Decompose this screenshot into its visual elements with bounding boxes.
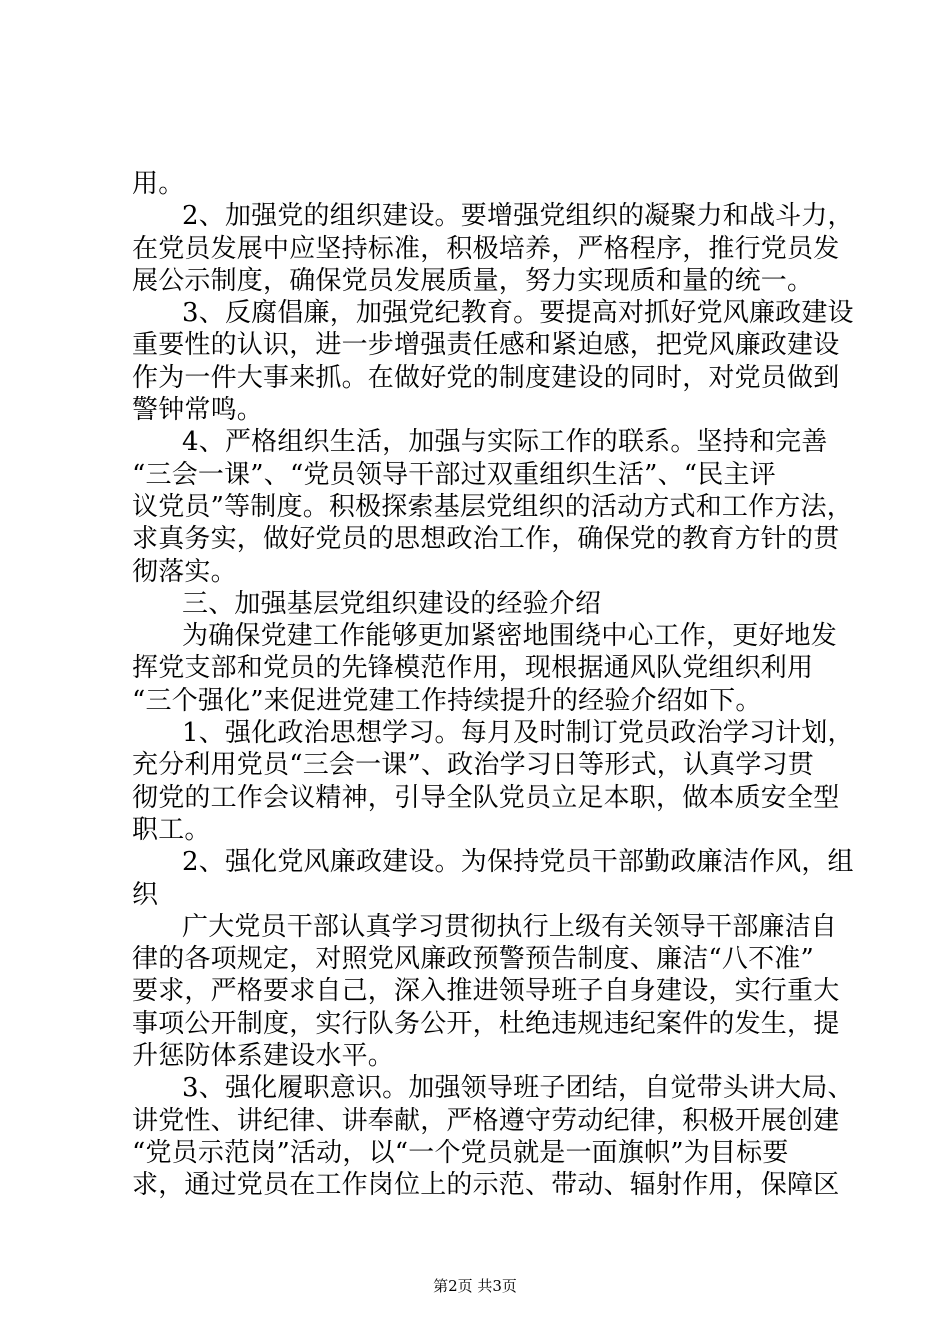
text-line: 3、强化履职意识。加强领导班子团结，自觉带头讲大局、	[182, 1073, 854, 1104]
text-line: “三个强化”来促进党建工作持续提升的经验介绍如下。	[132, 685, 762, 716]
text-line: 2、加强党的组织建设。要增强党组织的凝聚力和战斗力，	[182, 201, 854, 232]
text-line: 律的各项规定，对照党风廉政预警预告制度、廉洁“八不准”	[132, 944, 814, 975]
text-line: 彻落实。	[132, 556, 237, 587]
text-line: 展公示制度，确保党员发展质量，努力实现质和量的统一。	[132, 265, 814, 296]
text-line: “三会一课”、“党员领导干部过双重组织生活”、“民主评	[132, 459, 776, 490]
text-line: 2、强化党风廉政建设。为保持党员干部勤政廉洁作风，组	[182, 847, 854, 878]
text-line: 警钟常鸣。	[132, 395, 264, 426]
text-line: 求真务实，做好党员的思想政治工作，确保党的教育方针的贯	[132, 524, 840, 555]
text-line: 升惩防体系建设水平。	[132, 1041, 395, 1072]
text-line: 织	[132, 879, 159, 910]
text-line: 事项公开制度，实行队务公开，杜绝违规违纪案件的发生，提	[132, 1008, 840, 1039]
text-line: 4、严格组织生活，加强与实际工作的联系。坚持和完善	[182, 427, 828, 458]
text-line: 充分利用党员“三会一课”、政治学习日等形式，认真学习贯	[132, 750, 814, 781]
text-line: 作为一件大事来抓。在做好党的制度建设的同时，对党员做到	[132, 362, 840, 393]
text-line: 用。	[132, 169, 185, 199]
document-body	[132, 168, 854, 1202]
text-line: 要求，严格要求自己，深入推进领导班子自身建设，实行重大	[132, 976, 840, 1007]
page-footer: 第2页 共3页	[433, 1277, 517, 1295]
text-line: 3、反腐倡廉，加强党纪教育。要提高对抓好党风廉政建设	[182, 298, 854, 329]
text-line: 彻党的工作会议精神，引导全队党员立足本职，做本质安全型	[132, 782, 840, 813]
text-line: 三、加强基层党组织建设的经验介绍	[182, 588, 602, 619]
text-line: 职工。	[132, 814, 211, 845]
text-line: 重要性的认识，进一步增强责任感和紧迫感，把党风廉政建设	[132, 330, 840, 361]
text-line: 1、强化政治思想学习。每月及时制订党员政治学习计划，	[182, 718, 854, 749]
text-line: 求，通过党员在工作岗位上的示范、带动、辐射作用，保障区	[132, 1170, 840, 1201]
text-line: 讲党性、讲纪律、讲奉献，严格遵守劳动纪律，积极开展创建	[132, 1105, 840, 1136]
text-line: 挥党支部和党员的先锋模范作用，现根据通风队党组织利用	[132, 653, 814, 684]
text-line: 在党员发展中应坚持标准，积极培养，严格程序，推行党员发	[132, 233, 840, 264]
text-line: 为确保党建工作能够更加紧密地围绕中心工作，更好地发	[182, 621, 838, 652]
text-line: 广大党员干部认真学习贯彻执行上级有关领导干部廉洁自	[182, 911, 838, 942]
text-line: 议党员”等制度。积极探索基层党组织的活动方式和工作方法，	[132, 491, 853, 522]
text-line: “党员示范岗”活动，以“一个党员就是一面旗帜”为目标要	[132, 1137, 789, 1168]
